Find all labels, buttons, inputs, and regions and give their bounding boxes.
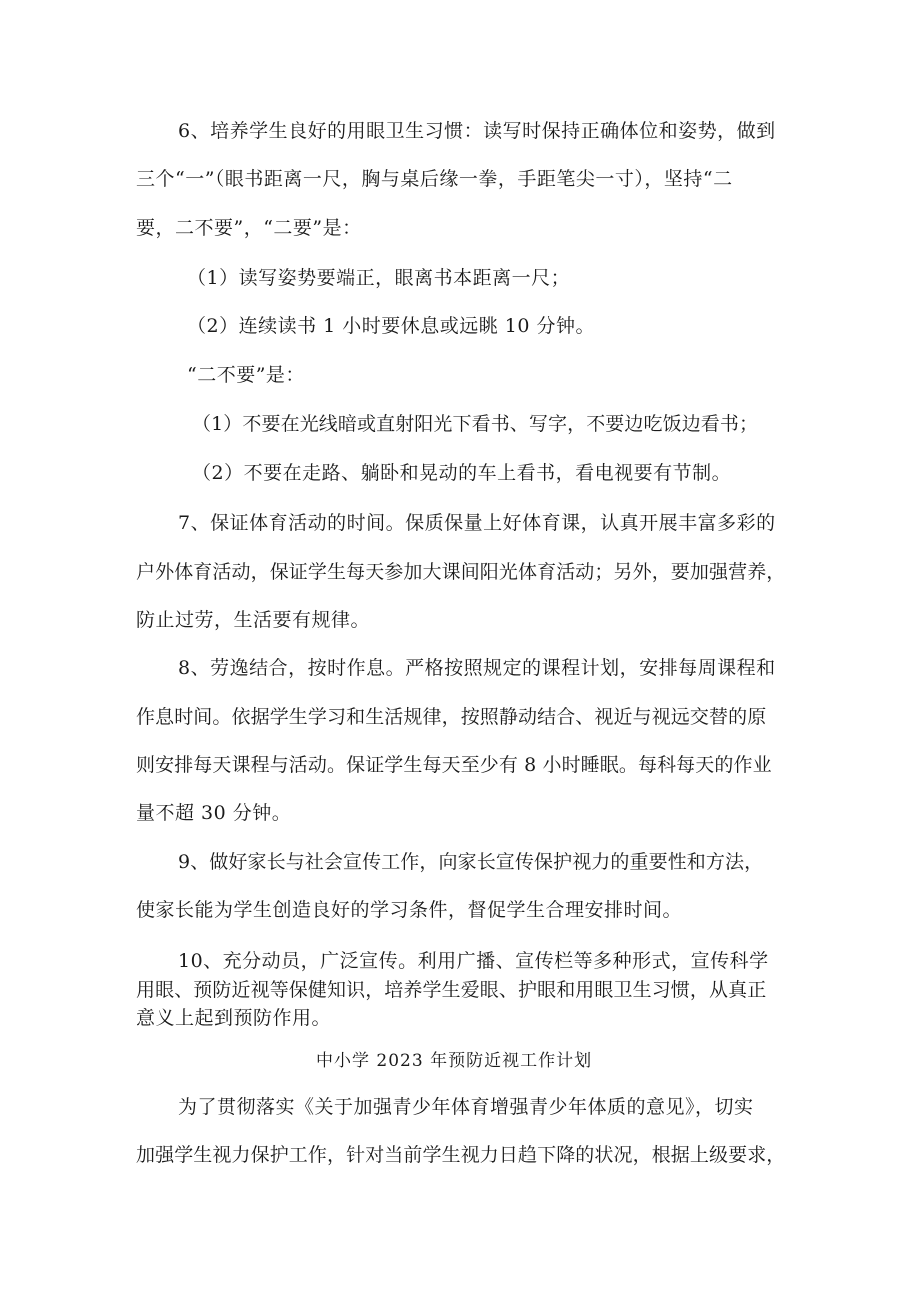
two-dont-item-1: （1）不要在光线暗或直射阳光下看书、写字，不要边吃饭边看书；	[192, 413, 759, 435]
item-9-line-1: 9、做好家长与社会宣传工作，向家长宣传保护视力的重要性和方法，	[178, 851, 764, 873]
two-dont-heading: “二不要”是：	[187, 364, 305, 386]
item-10-line-2: 用眼、预防近视等保健知识，培养学生爱眼、护眼和用眼卫生习惯，从真正	[136, 979, 767, 1001]
item-8-line-2: 作息时间。依据学生学习和生活规律，按照静动结合、视近与视远交替的原	[136, 706, 767, 728]
item-7-line-3: 防止过劳，生活要有规律。	[136, 609, 371, 631]
intro-line-1: 为了贯彻落实《关于加强青少年体育增强青少年体质的意见》，切实	[178, 1096, 754, 1118]
item-6-line-3: 要，二不要”，“二要”是：	[136, 217, 362, 239]
item-7-line-1: 7、保证体育活动的时间。保质保量上好体育课，认真开展丰富多彩的	[178, 512, 776, 534]
item-7-line-2: 户外体育活动，保证学生每天参加大课间阳光体育活动；另外，要加强营养，	[136, 561, 786, 583]
item-9-line-2: 使家长能为学生创造良好的学习条件，督促学生合理安排时间。	[136, 899, 683, 921]
two-do-item-2: （2）连续读书 1 小时要休息或远眺 10 分钟。	[187, 315, 596, 337]
item-8-line-4: 量不超 30 分钟。	[136, 802, 292, 824]
section-title: 中小学 2023 年预防近视工作计划	[316, 1051, 593, 1071]
item-8-line-3: 则安排每天课程与活动。保证学生每天至少有 8 小时睡眠。每科每天的作业	[136, 754, 772, 776]
item-10-line-3: 意义上起到预防作用。	[136, 1007, 332, 1029]
item-6-line-1: 6、培养学生良好的用眼卫生习惯：读写时保持正确体位和姿势，做到	[178, 120, 776, 142]
item-10-line-1: 10、充分动员，广泛宣传。利用广播、宣传栏等多种形式，宣传科学	[178, 950, 769, 972]
two-do-item-1: （1）读写姿势要端正，眼离书本距离一尺；	[187, 267, 571, 289]
intro-line-2: 加强学生视力保护工作，针对当前学生视力日趋下降的状况，根据上级要求，	[136, 1144, 786, 1166]
item-6-line-2: 三个“一”（眼书距离一尺，胸与桌后缘一拳，手距笔尖一寸），坚持“二	[136, 168, 733, 190]
two-dont-item-2: （2）不要在走路、躺卧和晃动的车上看书，看电视要有节制。	[192, 462, 732, 484]
item-8-line-1: 8、劳逸结合，按时作息。严格按照规定的课程计划，安排每周课程和	[178, 657, 776, 679]
